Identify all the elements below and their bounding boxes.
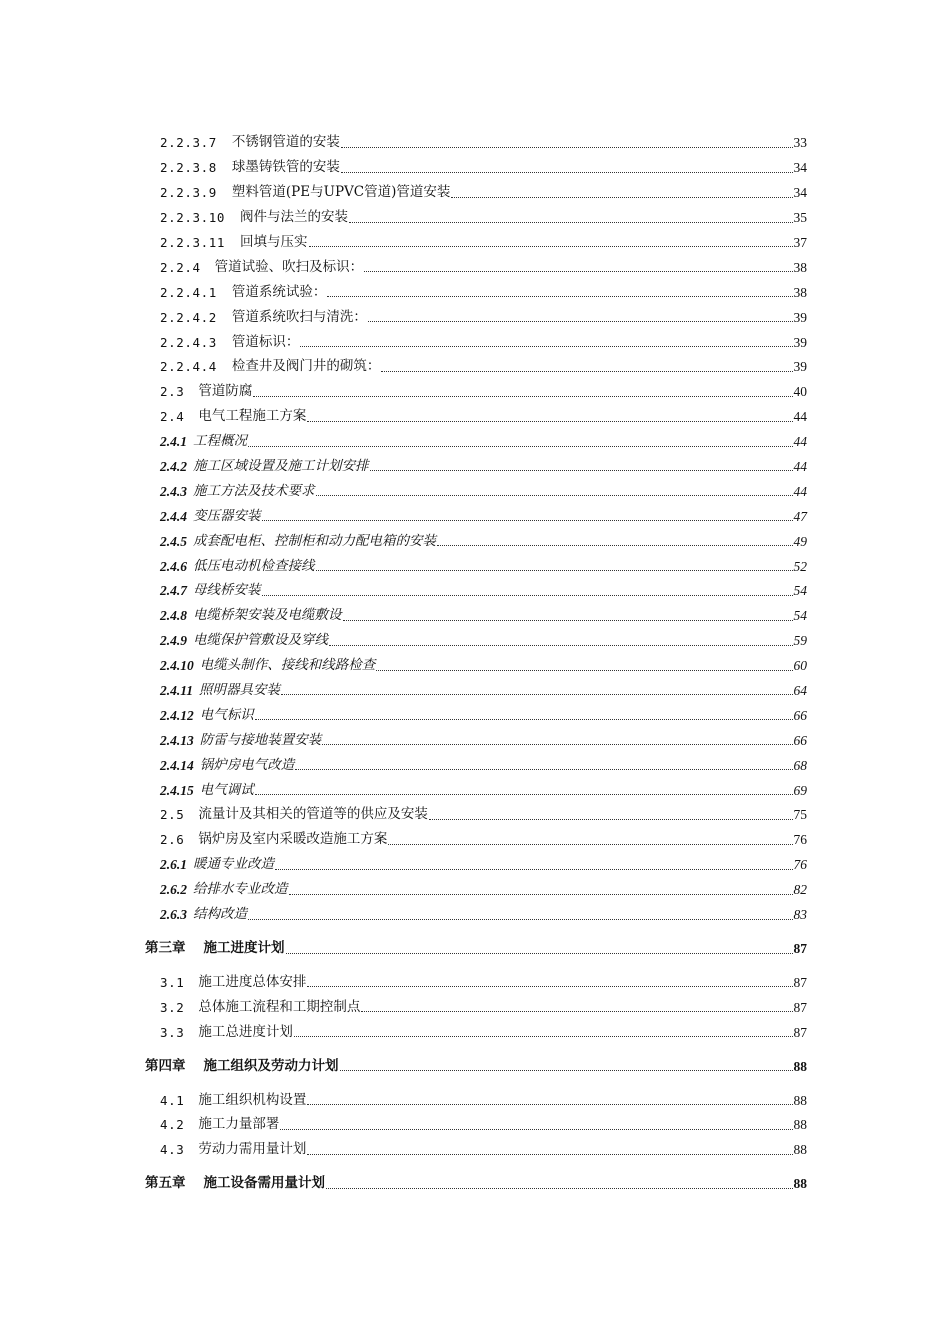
toc-entry-number: 3.3 (160, 1024, 185, 1040)
toc-entry[interactable] (145, 225, 807, 250)
toc-dot-leader (326, 1188, 793, 1189)
toc-entry-title: 结构改造 (193, 906, 247, 922)
toc-entry-title: 管道系统吹扫与清洗： (231, 308, 367, 325)
toc-dot-leader (295, 769, 792, 770)
toc-dot-leader (364, 271, 792, 272)
toc-page-number: 52 (793, 558, 807, 574)
toc-entry-title: 电缆头制作、接线和线路检查 (199, 657, 376, 674)
toc-entry-title: 总体施工流程和工期控制点 (198, 998, 361, 1015)
toc-page-number: 40 (793, 384, 807, 400)
toc-entry[interactable] (145, 697, 807, 722)
toc-page-number: 39 (793, 309, 807, 325)
toc-dot-leader (255, 794, 793, 795)
toc-entry[interactable] (145, 449, 807, 474)
toc-dot-leader (309, 246, 793, 247)
toc-entry[interactable] (145, 548, 807, 573)
toc-entry[interactable] (145, 374, 807, 399)
toc-entry-title: 检查井及阀门井的砌筑： (231, 358, 381, 375)
toc-entry-number: 2.6.1 (160, 857, 187, 873)
toc-entry[interactable] (145, 673, 807, 698)
toc-entry[interactable] (145, 473, 807, 498)
toc-page-number: 44 (793, 409, 807, 425)
toc-entry-number: 2.2.4.3 (160, 334, 217, 350)
toc-entry-number: 2.4.3 (160, 483, 187, 499)
toc-entry[interactable] (145, 722, 807, 747)
toc-page-number: 34 (793, 160, 807, 176)
toc-entry-title: 阀件与法兰的安装 (240, 209, 349, 226)
toc-page-number: 75 (793, 807, 807, 823)
toc-entry-title: 施工力量部署 (198, 1116, 280, 1133)
toc-page-number: 34 (793, 185, 807, 201)
toc-entry-title: 母线桥安装 (193, 582, 261, 599)
toc-dot-leader (316, 570, 793, 571)
toc-entry-number: 2.2.3.9 (160, 185, 217, 201)
toc-page-number: 68 (793, 757, 807, 773)
toc-entry-title: 照明器具安装 (199, 681, 281, 698)
toc-dot-leader (300, 346, 792, 347)
toc-entry-number: 4.1 (160, 1092, 185, 1108)
toc-page-number: 44 (793, 458, 807, 474)
toc-dot-leader (341, 147, 793, 148)
toc-page-number: 88 (793, 1176, 807, 1192)
toc-entry-number: 2.4.11 (160, 682, 194, 698)
toc-page-number: 38 (793, 259, 807, 275)
toc-dot-leader (262, 595, 793, 596)
toc-entry-title: 低压电动机检查接线 (193, 557, 315, 574)
toc-entry-title: 管道防腐 (198, 383, 253, 400)
toc-entry-number: 2.4.12 (160, 707, 194, 723)
toc-entry-number: 2.4.13 (160, 732, 194, 748)
toc-dot-leader (370, 470, 793, 471)
toc-page-number: 88 (793, 1092, 807, 1108)
toc-entry-number: 第三章 (145, 940, 186, 956)
toc-dot-leader (307, 1154, 792, 1155)
toc-entry-title: 管道试验、吹扫及标识： (214, 258, 364, 275)
toc-entry-title: 变压器安装 (193, 507, 261, 524)
toc-entry[interactable] (145, 349, 807, 374)
toc-entry[interactable] (145, 1082, 807, 1107)
toc-entry-number: 2.6.3 (160, 907, 187, 922)
toc-entry-title: 塑料管道(PE与UPVC管道)管道安装 (231, 184, 451, 201)
toc-page-number: 54 (793, 583, 807, 599)
toc-dot-leader (281, 694, 792, 695)
toc-entry-number: 4.3 (160, 1142, 185, 1158)
toc-entry-number: 2.4.2 (160, 458, 187, 474)
toc-entry[interactable] (145, 299, 807, 324)
toc-page-number: 39 (793, 334, 807, 350)
toc-entry[interactable] (145, 573, 807, 598)
toc-entry-number: 2.4.15 (160, 782, 194, 798)
toc-entry-title: 锅炉房电气改造 (199, 756, 295, 773)
toc-entry-number: 2.2.3.11 (160, 234, 226, 250)
toc-entry[interactable] (145, 822, 807, 847)
toc-entry[interactable] (145, 175, 807, 200)
toc-page-number: 66 (793, 732, 807, 748)
toc-dot-leader (343, 620, 793, 621)
toc-entry-number: 2.4.14 (160, 757, 194, 773)
toc-page-number: 87 (793, 999, 807, 1015)
toc-page-number: 69 (793, 782, 807, 798)
toc-dot-leader (255, 719, 793, 720)
toc-entry-title: 防雷与接地装置安装 (199, 731, 322, 748)
toc-dot-leader (381, 371, 792, 372)
toc-entry[interactable] (145, 324, 807, 349)
toc-entry-title: 电缆保护管敷设及穿线 (193, 632, 328, 649)
toc-entry[interactable] (145, 249, 807, 274)
toc-entry-title: 施工进度总体安排 (198, 973, 307, 990)
toc-entry[interactable] (145, 965, 807, 990)
toc-page-number: 87 (793, 974, 807, 990)
toc-entry-title: 流量计及其相关的管道等的供应及安装 (198, 806, 428, 823)
toc-entry[interactable] (145, 1132, 807, 1157)
toc-dot-leader (361, 1011, 792, 1012)
toc-entry-number: 2.4.9 (160, 633, 187, 649)
toc-entry[interactable] (145, 125, 807, 150)
toc-dot-leader (307, 986, 792, 987)
toc-entry-title: 电气调试 (199, 781, 254, 798)
toc-dot-leader (340, 1070, 793, 1071)
toc-page-number: 44 (793, 483, 807, 499)
toc-dot-leader (294, 1036, 793, 1037)
toc-entry-title: 球墨铸铁管的安装 (231, 159, 340, 176)
toc-page-number: 39 (793, 359, 807, 375)
toc-entry-number: 3.1 (160, 974, 185, 990)
toc-page-number: 47 (793, 508, 807, 524)
toc-page-number: 33 (793, 135, 807, 151)
toc-dot-leader (286, 953, 793, 954)
toc-entry-number: 2.6.2 (160, 882, 187, 898)
toc-entry[interactable] (145, 797, 807, 822)
toc-dot-leader (262, 520, 793, 521)
toc-entry-number: 3.2 (160, 999, 185, 1015)
toc-entry-title: 锅炉房及室内采暖改造施工方案 (198, 831, 388, 848)
toc-entry-title: 施工组织机构设置 (198, 1091, 307, 1108)
toc-entry-number: 2.2.4.2 (160, 309, 217, 325)
toc-dot-leader (280, 1129, 792, 1130)
toc-entry-number: 2.4.10 (160, 658, 194, 674)
toc-entry[interactable] (145, 872, 807, 897)
toc-dot-leader (329, 645, 793, 646)
toc-entry[interactable] (145, 648, 807, 673)
toc-dot-leader (253, 396, 792, 397)
table-of-contents (145, 125, 807, 1200)
toc-entry-title: 成套配电柜、控制柜和动力配电箱的安装 (193, 532, 436, 549)
toc-page-number: 54 (793, 608, 807, 624)
toc-entry-title: 施工进度计划 (203, 940, 285, 956)
toc-page-number: 83 (793, 907, 807, 922)
toc-entry[interactable] (145, 274, 807, 299)
toc-dot-leader (437, 545, 793, 546)
toc-entry-number: 2.4.1 (160, 434, 187, 450)
toc-entry-title: 给排水专业改造 (193, 881, 288, 898)
toc-entry[interactable] (145, 747, 807, 772)
toc-entry-title: 电缆桥架安装及电缆敷设 (193, 607, 342, 624)
toc-entry[interactable] (145, 523, 807, 548)
toc-page-number: 76 (793, 832, 807, 848)
toc-dot-leader (327, 296, 792, 297)
toc-entry-title: 回填与压实 (240, 233, 308, 250)
toc-entry-title: 施工方法及技术要求 (193, 482, 315, 499)
toc-entry-title: 施工区域设置及施工计划安排 (193, 457, 369, 474)
toc-entry[interactable] (145, 424, 807, 449)
toc-dot-leader (368, 321, 793, 322)
toc-entry[interactable] (145, 897, 807, 922)
toc-entry-title: 施工组织及劳动力计划 (203, 1057, 339, 1074)
toc-entry[interactable] (145, 623, 807, 648)
toc-page-number: 66 (793, 707, 807, 723)
toc-chapter-entry[interactable] (145, 1167, 807, 1191)
toc-page-number: 88 (793, 1058, 807, 1074)
toc-page-number: 37 (793, 234, 807, 250)
toc-entry-title: 暖通专业改造 (193, 856, 274, 873)
toc-entry[interactable] (145, 150, 807, 175)
toc-dot-leader (388, 844, 792, 845)
toc-entry-number: 2.4.8 (160, 608, 187, 624)
toc-entry-number: 2.2.4 (160, 259, 201, 275)
toc-entry[interactable] (145, 1014, 807, 1039)
toc-page-number: 38 (793, 284, 807, 300)
toc-dot-leader (341, 172, 793, 173)
toc-entry-title: 管道系统试验： (231, 283, 327, 300)
toc-entry[interactable] (145, 200, 807, 225)
toc-entry-number: 2.2.4.1 (160, 284, 217, 300)
toc-entry[interactable] (145, 1107, 807, 1132)
toc-entry-number: 第五章 (145, 1175, 186, 1192)
toc-page-number: 64 (793, 682, 807, 698)
toc-dot-leader (451, 197, 792, 198)
toc-dot-leader (376, 670, 792, 671)
toc-entry-title: 电气标识 (199, 706, 254, 723)
toc-dot-leader (322, 744, 792, 745)
toc-page-number: 88 (793, 1142, 807, 1158)
toc-entry-number: 2.2.4.4 (160, 359, 217, 375)
toc-entry[interactable] (145, 847, 807, 872)
toc-entry-number: 2.4.5 (160, 533, 187, 549)
toc-entry-number: 2.2.3.7 (160, 135, 217, 151)
toc-entry-number: 2.4.4 (160, 508, 187, 524)
toc-page-number: 87 (793, 941, 807, 956)
toc-entry-number: 2.5 (160, 807, 185, 823)
toc-page-number: 76 (793, 857, 807, 873)
toc-entry-number: 2.4.6 (160, 558, 187, 574)
toc-dot-leader (248, 446, 793, 447)
toc-chapter-entry[interactable] (145, 1049, 807, 1073)
toc-dot-leader (307, 1104, 792, 1105)
toc-entry-number: 2.2.3.10 (160, 210, 226, 226)
toc-page-number: 49 (793, 533, 807, 549)
toc-entry-number: 4.2 (160, 1117, 185, 1133)
toc-entry-number: 2.6 (160, 832, 185, 848)
toc-entry-number: 第四章 (145, 1057, 186, 1074)
toc-entry-title: 施工设备需用量计划 (203, 1175, 325, 1192)
toc-entry-title: 劳动力需用量计划 (198, 1141, 307, 1158)
toc-entry-title: 电气工程施工方案 (198, 408, 307, 425)
toc-page-number: 87 (793, 1024, 807, 1040)
toc-page-number: 44 (793, 434, 807, 450)
toc-dot-leader (307, 421, 792, 422)
toc-entry-number: 2.2.3.8 (160, 160, 217, 176)
toc-entry[interactable] (145, 989, 807, 1014)
toc-chapter-entry[interactable] (145, 932, 807, 956)
toc-dot-leader (289, 894, 793, 895)
toc-dot-leader (349, 222, 792, 223)
toc-page-number: 59 (793, 633, 807, 649)
toc-dot-leader (275, 869, 793, 870)
toc-dot-leader (248, 919, 793, 920)
toc-entry[interactable] (145, 598, 807, 623)
toc-entry-number: 2.4 (160, 409, 185, 425)
toc-entry-title: 施工总进度计划 (198, 1023, 293, 1040)
toc-dot-leader (316, 495, 793, 496)
toc-entry[interactable] (145, 399, 807, 424)
toc-entry-title: 不锈钢管道的安装 (231, 134, 340, 151)
toc-page-number: 60 (793, 658, 807, 674)
toc-page-number: 82 (793, 882, 807, 898)
toc-entry-title: 管道标识： (231, 333, 300, 350)
toc-page-number: 35 (793, 210, 807, 226)
toc-entry-number: 2.4.7 (160, 583, 187, 599)
toc-entry-title: 工程概况 (193, 433, 247, 450)
toc-entry-number: 2.3 (160, 384, 185, 400)
toc-entry[interactable] (145, 772, 807, 797)
toc-entry[interactable] (145, 498, 807, 523)
toc-dot-leader (429, 819, 793, 820)
toc-page-number: 88 (793, 1117, 807, 1133)
